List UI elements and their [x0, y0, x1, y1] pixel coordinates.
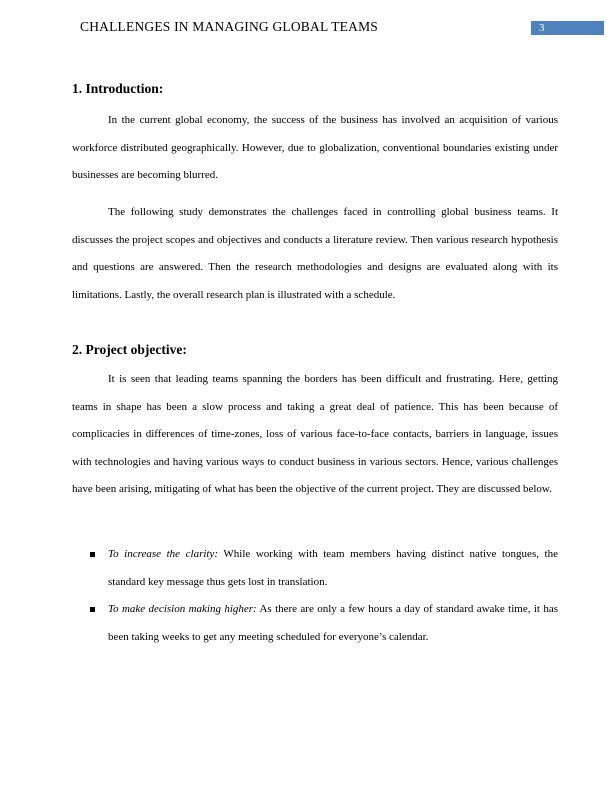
square-bullet-icon — [90, 607, 95, 612]
page-number: 3 — [531, 21, 604, 35]
objective-paragraph-1: It is seen that leading teams spanning the borders has been difficult and frustrating. Here, getting teams in shape has been a slow process and taking a great deal of patience. This has been because of complicacies in differences of time-zones, loss of various face-to-face contacts, barriers in language, issues with technologies and having various ways to conduct business in various sectors. Hence, various challenges have been arising, mitigating of what has been the objective of the current project. They are discussed below. — [72, 373, 558, 495]
intro-paragraph-2: The following study demonstrates the challenges faced in controlling global business teams. It discusses the project scopes and objectives and conducts a literature review. Then various research hypothesis and questions are answered. Then the research methodologies and designs are evaluated along with its limitations. Lastly, the overall research plan is illustrated with a schedule. — [72, 206, 558, 301]
bullet-text: As there are only a few hours a day of standard awake time, it has been taking weeks to get any meeting scheduled for everyone’s calendar. — [108, 603, 558, 643]
intro-heading: 1. Introduction: — [72, 81, 164, 96]
header-title: CHALLENGES IN MANAGING GLOBAL TEAMS — [80, 19, 378, 34]
bullet-label: To increase the clarity: — [108, 548, 219, 560]
bullet-label: To make decision making higher: — [108, 603, 257, 615]
intro-paragraph-1: In the current global economy, the success of the business has involved an acquisition of various workforce distributed geographically. However, due to globalization, conventional boundaries existing under businesses are becoming blurred. — [72, 114, 558, 181]
list-item — [72, 541, 558, 596]
objective-heading: 2. Project objective: — [72, 342, 187, 357]
objective-bullet-list — [72, 541, 558, 651]
bullet-text: While working with team members having distinct native tongues, the standard key message thus gets lost in translation. — [108, 548, 558, 588]
list-item — [72, 596, 558, 651]
square-bullet-icon — [90, 552, 95, 557]
